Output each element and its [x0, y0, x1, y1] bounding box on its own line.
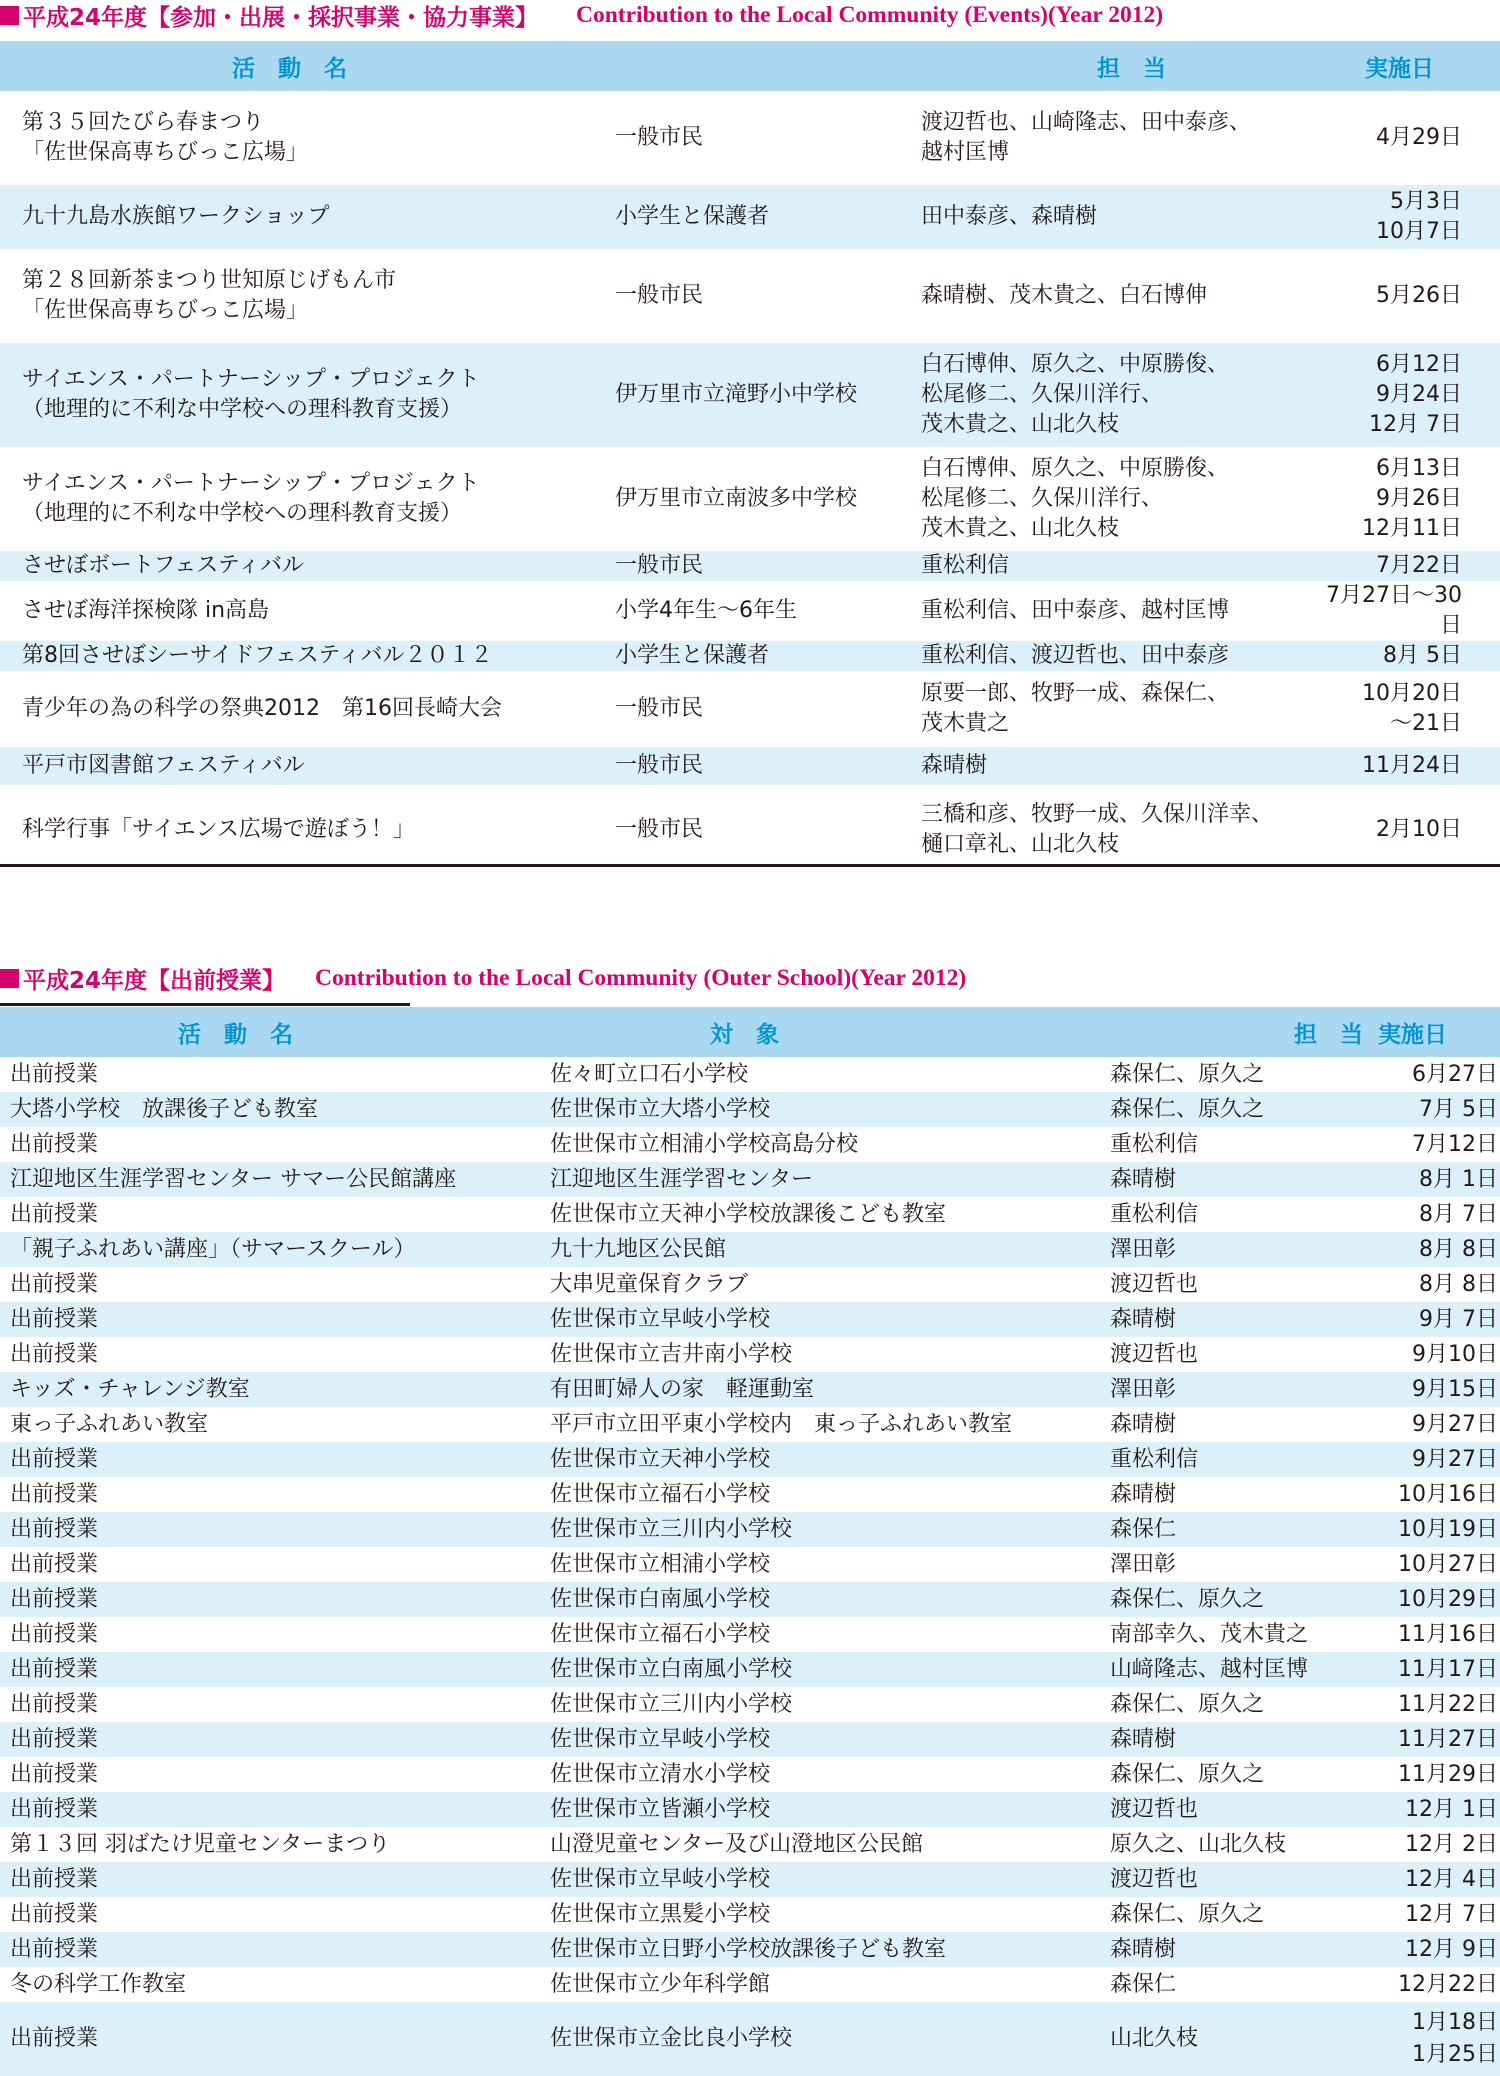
- staff-cell: 渡辺哲也: [1110, 1862, 1342, 1897]
- activity-cell: 大塔小学校 放課後子ども教室: [0, 1092, 550, 1127]
- activity-cell: サイエンス・パートナーシップ・プロジェクト （地理的に不利な中学校への理科教育支援）: [22, 471, 480, 526]
- target-cell: 伊万里市立南波多中学校: [615, 486, 858, 511]
- target-cell: 佐世保市立相浦小学校高島分校: [550, 1132, 859, 1157]
- activity-cell: 出前授業: [0, 1582, 550, 1617]
- staff-cell: 森晴樹: [921, 747, 1307, 785]
- date-cell: 12月 4日: [1342, 1862, 1500, 1897]
- date-cell: 10月19日: [1342, 1512, 1500, 1547]
- date-cell: 7月12日: [1412, 1132, 1498, 1157]
- target-cell: 佐世保市立天神小学校放課後こども教室: [550, 1202, 947, 1227]
- table-row: [0, 1512, 1500, 1547]
- date-cell: 10月29日: [1342, 1582, 1500, 1617]
- date-cell: 10月16日: [1398, 1482, 1498, 1507]
- target-cell: 小学4年生～6年生: [615, 598, 797, 623]
- staff-cell: 森晴樹: [1110, 1722, 1342, 1757]
- square-bullet-icon: [0, 969, 19, 988]
- table-row: [0, 1057, 1500, 1092]
- activity-cell: 江迎地区生涯学習センター サマー公民館講座: [0, 1162, 550, 1197]
- target-cell: 一般市民: [615, 747, 921, 785]
- date-cell: 12月 7日: [1405, 1902, 1498, 1927]
- table-row: [0, 1862, 1500, 1897]
- table-row: [0, 343, 1500, 447]
- staff-cell: 森保仁、原久之: [1110, 1902, 1265, 1927]
- activity-cell: 出前授業: [10, 1762, 99, 1787]
- table-row: [0, 1477, 1500, 1512]
- target-cell: 平戸市立田平東小学校内 東っ子ふれあい教室: [550, 1412, 1013, 1437]
- table-row: [0, 1302, 1500, 1337]
- target-cell: 佐世保市立天神小学校: [550, 1442, 1110, 1477]
- target-cell: 佐世保市立金比良小学校: [550, 2002, 1110, 2076]
- staff-cell: 原久之、山北久枝: [1110, 1832, 1287, 1857]
- table-row: [0, 1897, 1500, 1932]
- table-row: [0, 447, 1500, 551]
- table-row: [0, 1792, 1500, 1827]
- staff-cell: 渡辺哲也: [1110, 1342, 1199, 1367]
- column-header-activity: 活 動 名: [0, 41, 615, 91]
- table-row: [0, 1967, 1500, 2002]
- date-cell: 11月17日: [1342, 1652, 1500, 1687]
- table-row: [0, 1652, 1500, 1687]
- date-cell: 12月 2日: [1405, 1832, 1498, 1857]
- staff-cell: 森晴樹: [1110, 1482, 1177, 1507]
- target-cell: 伊万里市立滝野小中学校: [615, 343, 921, 447]
- target-cell: 一般市民: [615, 125, 704, 150]
- target-cell: 佐世保市立早岐小学校: [550, 1862, 1110, 1897]
- activity-cell: 出前授業: [10, 1552, 99, 1577]
- section-heading-events: [0, 0, 1163, 33]
- target-cell: 九十九地区公民館: [550, 1232, 1110, 1267]
- staff-cell: 森保仁: [1110, 1972, 1177, 1997]
- target-cell: 一般市民: [615, 283, 704, 308]
- section-heading-outer-school: [0, 960, 966, 996]
- column-header-target: [615, 41, 921, 91]
- table-row: [0, 1267, 1500, 1302]
- table-row: [0, 671, 1500, 747]
- staff-cell: 重松利信: [1110, 1442, 1342, 1477]
- activity-cell: 出前授業: [10, 1902, 99, 1927]
- table-row: [0, 1442, 1500, 1477]
- table-row: [0, 1687, 1500, 1722]
- activity-cell: 出前授業: [0, 1722, 550, 1757]
- table-row: [0, 1337, 1500, 1372]
- activity-cell: 出前授業: [0, 2002, 550, 2076]
- section-title-jp: 平成24年度【出前授業】: [23, 967, 286, 994]
- target-cell: 江迎地区生涯学習センター: [550, 1162, 1110, 1197]
- date-cell: 11月16日: [1398, 1622, 1498, 1647]
- column-header-date: 実施日: [1342, 1007, 1500, 1057]
- staff-cell: 澤田彰: [1110, 1552, 1177, 1577]
- date-cell: 5月3日 10月7日: [1307, 185, 1500, 249]
- activity-cell: 出前授業: [0, 1442, 550, 1477]
- date-cell: 7月27日～30日: [1326, 583, 1462, 638]
- activity-cell: 冬の科学工作教室: [10, 1972, 187, 1997]
- activity-cell: 青少年の為の科学の祭典2012 第16回長崎大会: [22, 696, 502, 721]
- staff-cell: 重松利信: [921, 551, 1307, 581]
- target-cell: 山澄児童センター及び山澄地区公民館: [550, 1832, 924, 1857]
- date-cell: 6月27日: [1412, 1062, 1498, 1087]
- staff-cell: 三橋和彦、牧野一成、久保川洋幸、 樋口章礼、山北久枝: [921, 802, 1274, 857]
- activity-cell: 出前授業: [10, 1692, 99, 1717]
- table-row: [0, 1932, 1500, 1967]
- activity-cell: 出前授業: [10, 1482, 99, 1507]
- staff-cell: 山北久枝: [1110, 2002, 1342, 2076]
- staff-cell: 渡辺哲也、山崎隆志、田中泰彦、 越村匡博: [921, 110, 1252, 165]
- activity-cell: 第３５回たびら春まつり 「佐世保高専ちびっこ広場」: [22, 110, 309, 165]
- date-cell: 12月 9日: [1342, 1932, 1500, 1967]
- activity-cell: 出前授業: [0, 1792, 550, 1827]
- column-header-staff: 担 当: [921, 41, 1307, 91]
- target-cell: 佐世保市立早岐小学校: [550, 1722, 1110, 1757]
- date-cell: 9月27日: [1412, 1412, 1498, 1437]
- staff-cell: 森晴樹: [1110, 1162, 1342, 1197]
- table-row: [0, 1092, 1500, 1127]
- date-cell: 12月 1日: [1342, 1792, 1500, 1827]
- table-row: [0, 1617, 1500, 1652]
- staff-cell: 山﨑隆志、越村匡博: [1110, 1652, 1342, 1687]
- table-row: [0, 1722, 1500, 1757]
- target-cell: 佐世保市立少年科学館: [550, 1972, 771, 1997]
- date-cell: 9月27日: [1342, 1442, 1500, 1477]
- target-cell: 佐世保市立三川内小学校: [550, 1512, 1110, 1547]
- table-row: [0, 1127, 1500, 1162]
- date-cell: 11月24日: [1307, 747, 1500, 785]
- date-cell: 6月12日 9月24日 12月 7日: [1307, 343, 1500, 447]
- column-header-target: 対 象: [550, 1007, 1110, 1057]
- events-table: [0, 41, 1500, 875]
- table-row: [0, 249, 1500, 343]
- activity-cell: 出前授業: [10, 1622, 99, 1647]
- staff-cell: 森保仁、原久之: [1110, 1582, 1342, 1617]
- target-cell: 佐々町立口石小学校: [550, 1062, 749, 1087]
- heading-underline: [0, 1003, 410, 1006]
- target-cell: 佐世保市立福石小学校: [550, 1482, 771, 1507]
- activity-cell: 出前授業: [10, 1272, 99, 1297]
- staff-cell: 重松利信、渡辺哲也、田中泰彦: [921, 641, 1307, 671]
- date-cell: 7月 5日: [1342, 1092, 1500, 1127]
- activity-cell: 出前授業: [0, 1302, 550, 1337]
- date-cell: 10月27日: [1398, 1552, 1498, 1577]
- activity-cell: 九十九島水族館ワークショップ: [0, 185, 615, 249]
- target-cell: 佐世保市立黒髪小学校: [550, 1902, 771, 1927]
- activity-cell: 出前授業: [10, 1202, 99, 1227]
- date-cell: 6月13日 9月26日 12月11日: [1362, 456, 1462, 541]
- target-cell: 佐世保市立皆瀬小学校: [550, 1792, 1110, 1827]
- staff-cell: 重松利信、田中泰彦、越村匡博: [921, 598, 1230, 623]
- column-header-date: 実施日: [1307, 41, 1500, 91]
- table-row: [0, 185, 1500, 249]
- table-row: [0, 2002, 1500, 2076]
- staff-cell: 森晴樹: [1110, 1412, 1177, 1437]
- date-cell: 9月15日: [1342, 1372, 1500, 1407]
- activity-cell: 東っ子ふれあい教室: [10, 1412, 209, 1437]
- staff-cell: 白石博伸、原久之、中原勝俊、 松尾修二、久保川洋行、 茂木貴之、山北久枝: [921, 456, 1230, 541]
- table-row: [0, 1582, 1500, 1617]
- date-cell: 8月 8日: [1419, 1272, 1498, 1297]
- staff-cell: 森保仁、原久之: [1110, 1092, 1342, 1127]
- activity-cell: 出前授業: [0, 1512, 550, 1547]
- target-cell: 小学生と保護者: [615, 185, 921, 249]
- outer-school-table: [0, 1007, 1500, 2076]
- table-row: [0, 581, 1500, 641]
- date-cell: 8月 7日: [1419, 1202, 1498, 1227]
- activity-cell: 出前授業: [10, 1342, 99, 1367]
- target-cell: 佐世保市立日野小学校放課後子ども教室: [550, 1932, 1110, 1967]
- target-cell: 佐世保市白南風小学校: [550, 1582, 1110, 1617]
- table-row: [0, 1547, 1500, 1582]
- table-header-row: [0, 1007, 1500, 1057]
- date-cell: 1月18日 1月25日: [1342, 2002, 1500, 2076]
- date-cell: 9月 7日: [1342, 1302, 1500, 1337]
- staff-cell: 原要一郎、牧野一成、森保仁、 茂木貴之: [921, 681, 1230, 736]
- staff-cell: 森保仁: [1110, 1512, 1342, 1547]
- staff-cell: 澤田彰: [1110, 1372, 1342, 1407]
- activity-cell: 出前授業: [0, 1652, 550, 1687]
- staff-cell: 田中泰彦、森晴樹: [921, 185, 1307, 249]
- square-bullet-icon: [0, 6, 19, 25]
- activity-cell: キッズ・チャレンジ教室: [0, 1372, 550, 1407]
- date-cell: 11月29日: [1398, 1762, 1498, 1787]
- activity-cell: 出前授業: [10, 1062, 99, 1087]
- table-row: [0, 1162, 1500, 1197]
- staff-cell: 森保仁、原久之: [1110, 1762, 1265, 1787]
- activity-cell: 第8回させぼシーサイドフェスティバル２０１２: [0, 641, 615, 671]
- activity-cell: 第１３回 羽ばたけ児童センターまつり: [10, 1832, 391, 1857]
- target-cell: 一般市民: [615, 696, 704, 721]
- column-header-activity: 活 動 名: [0, 1007, 550, 1057]
- target-cell: 一般市民: [615, 551, 921, 581]
- table-row: [0, 91, 1500, 185]
- target-cell: 小学生と保護者: [615, 641, 921, 671]
- staff-cell: 澤田彰: [1110, 1232, 1342, 1267]
- activity-cell: 「親子ふれあい講座」（サマースクール）: [0, 1232, 550, 1267]
- staff-cell: 南部幸久、茂木貴之: [1110, 1622, 1309, 1647]
- activity-cell: させぼボートフェスティバル: [0, 551, 615, 581]
- table-row: [0, 1757, 1500, 1792]
- activity-cell: 平戸市図書館フェスティバル: [0, 747, 615, 785]
- activity-cell: 出前授業: [0, 1862, 550, 1897]
- table-row: [0, 1232, 1500, 1267]
- date-cell: 8月 8日: [1342, 1232, 1500, 1267]
- section-title-en: Contribution to the Local Community (Outer School)(Year 2012): [315, 964, 967, 991]
- staff-cell: 渡辺哲也: [1110, 1272, 1199, 1297]
- table-header-row: [0, 41, 1500, 91]
- staff-cell: 重松利信: [1110, 1132, 1199, 1157]
- target-cell: 佐世保市立早岐小学校: [550, 1302, 1110, 1337]
- target-cell: 佐世保市立白南風小学校: [550, 1652, 1110, 1687]
- table-row: [0, 1372, 1500, 1407]
- date-cell: 5月26日: [1376, 283, 1462, 308]
- table-row: [0, 1827, 1500, 1862]
- section-title-jp: 平成24年度【参加・出展・採択事業・協力事業】: [23, 4, 539, 31]
- target-cell: 佐世保市立三川内小学校: [550, 1692, 793, 1717]
- staff-cell: 森保仁、原久之: [1110, 1062, 1265, 1087]
- column-header-staff: 担 当: [1110, 1007, 1342, 1057]
- table-row: [0, 551, 1500, 581]
- target-cell: 有田町婦人の家 軽運動室: [550, 1372, 1110, 1407]
- staff-cell: 森晴樹、茂木貴之、白石博伸: [921, 283, 1208, 308]
- staff-cell: 森保仁、原久之: [1110, 1692, 1265, 1717]
- target-cell: 一般市民: [615, 817, 704, 842]
- activity-cell: 出前授業: [10, 1132, 99, 1157]
- table-row: [0, 747, 1500, 785]
- date-cell: 2月10日: [1376, 817, 1462, 842]
- target-cell: 佐世保市立大塔小学校: [550, 1092, 1110, 1127]
- activity-cell: 第２８回新茶まつり世知原じげもん市 「佐世保高専ちびっこ広場」: [22, 268, 397, 323]
- target-cell: 佐世保市立清水小学校: [550, 1762, 771, 1787]
- date-cell: 11月22日: [1398, 1692, 1498, 1717]
- table-bottom-rule: [0, 864, 1500, 867]
- staff-cell: 森晴樹: [1110, 1932, 1342, 1967]
- staff-cell: 森晴樹: [1110, 1302, 1342, 1337]
- table-row: [0, 1407, 1500, 1442]
- activity-cell: 科学行事「サイエンス広場で遊ぼう！」: [22, 817, 415, 842]
- staff-cell: 重松利信: [1110, 1202, 1199, 1227]
- target-cell: 佐世保市立相浦小学校: [550, 1552, 771, 1577]
- activity-cell: させぼ海洋探検隊 in高島: [22, 598, 270, 623]
- activity-cell: サイエンス・パートナーシップ・プロジェクト （地理的に不利な中学校への理科教育支援）: [0, 343, 615, 447]
- date-cell: 8月 5日: [1307, 641, 1500, 671]
- date-cell: 12月22日: [1398, 1972, 1498, 1997]
- date-cell: 7月22日: [1307, 551, 1500, 581]
- table-row: [0, 785, 1500, 875]
- date-cell: 11月27日: [1342, 1722, 1500, 1757]
- staff-cell: 白石博伸、原久之、中原勝俊、 松尾修二、久保川洋行、 茂木貴之、山北久枝: [921, 343, 1307, 447]
- table-row: [0, 1197, 1500, 1232]
- target-cell: 佐世保市立福石小学校: [550, 1622, 771, 1647]
- target-cell: 大串児童保育クラブ: [550, 1272, 749, 1297]
- date-cell: 9月10日: [1412, 1342, 1498, 1367]
- date-cell: 8月 1日: [1342, 1162, 1500, 1197]
- table-row: [0, 641, 1500, 671]
- target-cell: 佐世保市立吉井南小学校: [550, 1342, 793, 1367]
- date-cell: 4月29日: [1376, 125, 1462, 150]
- activity-cell: 出前授業: [0, 1932, 550, 1967]
- staff-cell: 渡辺哲也: [1110, 1792, 1342, 1827]
- section-title-en: Contribution to the Local Community (Events)(Year 2012): [576, 1, 1164, 28]
- date-cell: 10月20日 ～21日: [1362, 681, 1462, 736]
